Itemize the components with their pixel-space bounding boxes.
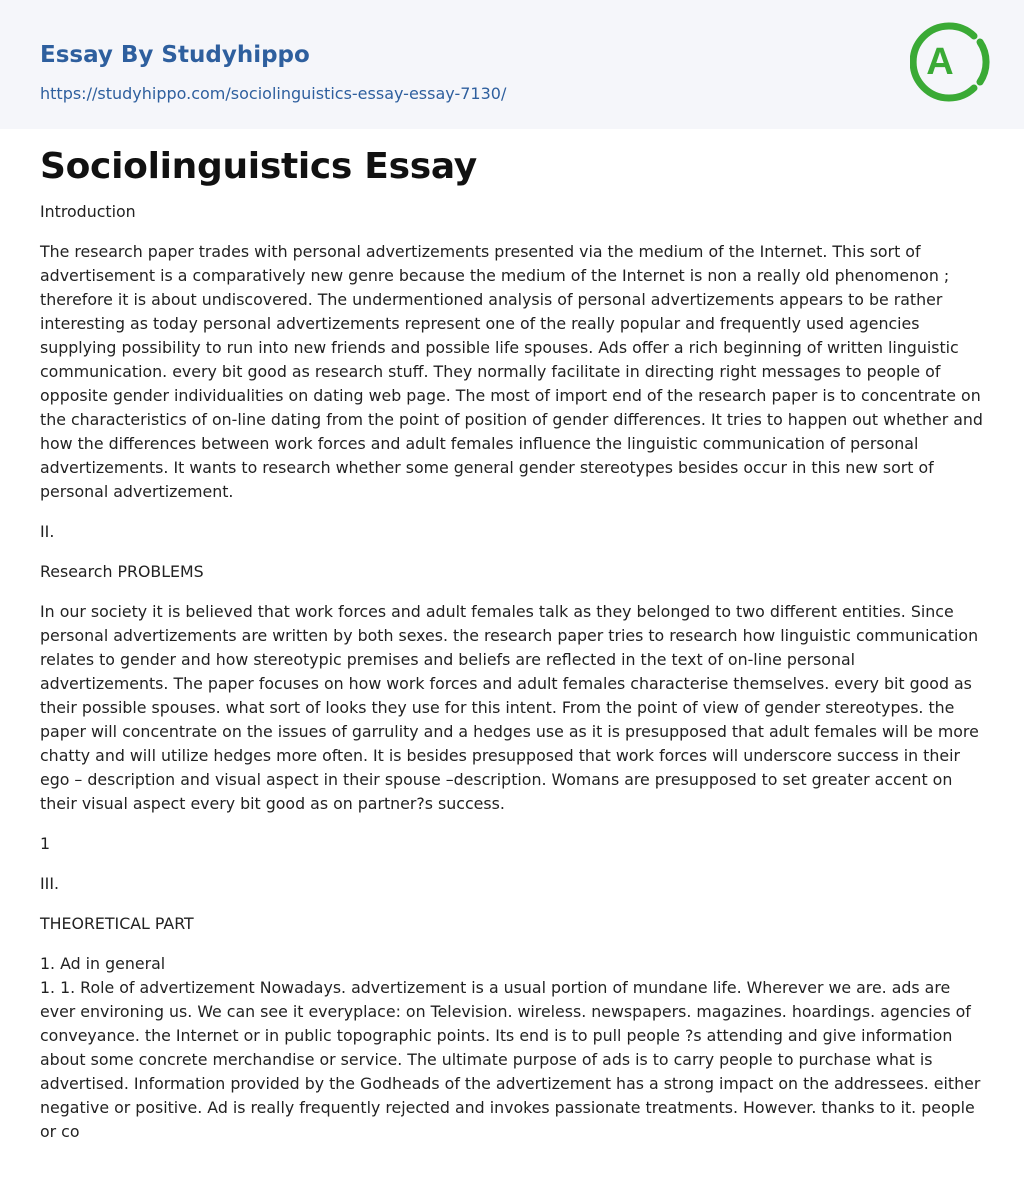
paragraph: 1. 1. Role of advertizement Nowadays. advertizement is a usual portion of mundane life. Wherever we are. ads are ever environing us. We can see it everyplace: on Television. wireless. newspapers. magazines. hoardings. agencies of conveyance. the Internet or in public topographic points. Its end is to pull people ?s attending and give information about some concrete merchandise or service. The ultimate purpose of ads is to carry people to purchase what is advertised. Information provided by the Godheads of the advertizement has a strong impact on the addressees. either negative or positive. Ad is really frequently rejected and invokes passionate treatments. However. thanks to it. people or co [40,978,981,1141]
essay-body [40,200,986,1160]
paragraph: The research paper trades with personal advertizements presented via the medium of the Internet. This sort of advertisement is a comparatively new genre because the medium of the Internet is non a really old phenomenon ; therefore it is about undiscovered. The undermentioned analysis of personal advertizements appears to be rather interesting as today personal advertizements represent one of the really popular and frequently used agencies supplying possibility to run into new friends and possible life spouses. Ads offer a rich beginning of written linguistic communication. every bit good as research stuff. They normally facilitate in directing right messages to people of opposite gender individualities on dating web page. The most of import end of the research paper is to concentrate on the characteristics of on-line dating from the point of position of gender differences. It tries to happen out whether and how the differences between work forces and adult females influence the linguistic communication of personal advertizements. It wants to research whether some general gender stereotypes besides occur in this new sort of personal advertizement. [40,242,983,501]
studyhippo-logo-icon[interactable] [910,16,994,108]
subsection-heading: 1. Ad in general [40,954,166,973]
section-number: III. [40,874,59,893]
section-heading: Research PROBLEMS [40,562,204,581]
paragraph: In our society it is believed that work forces and adult females talk as they belonged to two different entities. Since personal advertizements are written by both sexes. the research paper tries to research how linguistic communication relates to gender and how stereotypic premises and beliefs are reflected in the text of on-line personal advertizements. The paper focuses on how work forces and adult females characterise themselves. every bit good as their possible spouses. what sort of looks they use for this intent. From the point of view of gender stereotypes. the paper will concentrate on the issues of garrulity and a hedges use as it is presupposed that adult females will be more chatty and will utilize hedges more often. It is besides presupposed that work forces will underscore success in their ego – description and visual aspect in their spouse –description. Womans are presupposed to set greater accent on their visual aspect every bit good as on partner?s success. [40,602,979,813]
page-title: Sociolinguistics Essay [40,146,477,187]
section-heading: Introduction [40,202,136,221]
page-number: 1 [40,834,51,853]
logo-letter: A [926,41,954,83]
section-heading: THEORETICAL PART [40,914,194,933]
site-brand[interactable]: Essay By Studyhippo [40,42,310,68]
section-number: II. [40,522,55,541]
essay-url-link[interactable]: https://studyhippo.com/sociolinguistics-essay-essay-7130/ [40,84,507,103]
